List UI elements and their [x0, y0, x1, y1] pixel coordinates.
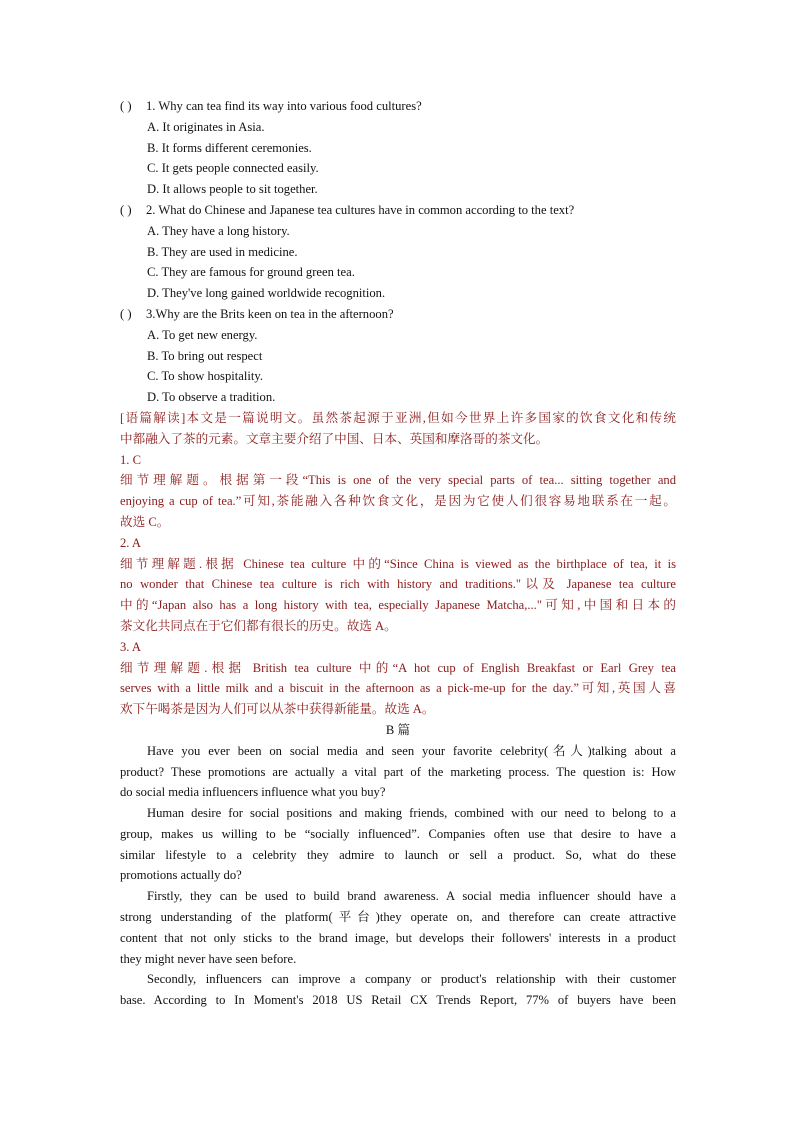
option: D. They've long gained worldwide recognition.	[147, 286, 386, 301]
explanation-line: enjoying a cup of tea.”可知,茶能融入各种饮食文化，是因为它使人们很容易地联系在一起。	[120, 494, 676, 509]
paragraph-line: group, makes us willing to be “socially influenced”. Companies often use that desire to have a	[120, 826, 676, 841]
answer-explanation-1	[120, 450, 676, 533]
explanation-line: 中的“Japan also has a long history with tea, especially Japanese Matcha,..."可知,中国和日本的	[120, 598, 676, 613]
option: A. To get new energy.	[147, 327, 258, 342]
option: B. They are used in medicine.	[147, 244, 298, 259]
answer-explanation-3	[120, 637, 676, 720]
option: B. To bring out respect	[147, 348, 263, 363]
answer-explanation-2	[120, 533, 676, 637]
question-stem: 2. What do Chinese and Japanese tea cultures have in common according to the text?	[146, 202, 575, 217]
analysis-line: 中都融入了茶的元素。文章主要介绍了中国、日本、英国和摩洛哥的茶文化。	[120, 431, 549, 446]
option: D. It allows people to sit together.	[147, 182, 318, 197]
passage-paragraph-3	[120, 886, 676, 969]
answer-blank: ( )	[120, 306, 132, 321]
option: C. It gets people connected easily.	[147, 161, 319, 176]
answer-key: 3. A	[120, 639, 141, 654]
passage-analysis	[120, 408, 676, 450]
option: C. To show hospitality.	[147, 369, 263, 384]
question-stem: 3.Why are the Brits keen on tea in the afternoon?	[146, 306, 394, 321]
option: A. They have a long history.	[147, 223, 290, 238]
option: D. To observe a tradition.	[147, 390, 276, 405]
answer-key: 1. C	[120, 452, 141, 467]
explanation-line: 细节理解题.根据 British tea culture 中的“A hot cup of English Breakfast or Earl Grey tea	[120, 660, 676, 675]
paragraph-line: promotions actually do?	[120, 868, 242, 883]
paragraph-line: product? These promotions are actually a vital part of the marketing process. The question is: How	[120, 764, 676, 779]
passage-paragraph-2	[120, 803, 676, 886]
explanation-line: 细节理解题.根据 Chinese tea culture 中的“Since China is viewed as the birthplace of tea, it is	[120, 556, 676, 571]
answer-key: 2. A	[120, 535, 141, 550]
paragraph-line: Human desire for social positions and making friends, combined with our need to belong to a	[147, 806, 676, 821]
explanation-line: no wonder that Chinese tea culture is rich with history and traditions."以及 Japanese tea culture	[120, 577, 676, 592]
explanation-line: serves with a little milk and a biscuit in the afternoon as a pick-me-up for the day.”可知,英国人喜	[120, 681, 676, 696]
question-3	[120, 304, 676, 325]
paragraph-line: they might never have seen before.	[120, 951, 297, 966]
explanation-line: 细节理解题。根据第一段“This is one of the very special parts of tea... sitting together and	[120, 473, 676, 488]
passage-paragraph-4	[120, 969, 676, 1011]
paragraph-line: strong understanding of the platform(平台)they operate on, and therefore can create attractive	[120, 910, 676, 925]
explanation-line: 茶文化共同点在于它们都有很长的历史。故选 A。	[120, 618, 397, 633]
paragraph-line: content that not only sticks to the brand image, but develops their followers' interests in a product	[120, 930, 676, 945]
paragraph-line: Have you ever been on social media and seen your favorite celebrity(名人)talking about a	[147, 743, 676, 758]
explanation-line: 欢下午喝茶是因为人们可以从茶中获得新能量。故选 A。	[120, 702, 435, 717]
question-2	[120, 200, 676, 221]
option: C. They are famous for ground green tea.	[147, 265, 355, 280]
question-stem: 1. Why can tea find its way into various food cultures?	[146, 99, 422, 113]
paragraph-line: Secondly, influencers can improve a company or product's relationship with their customer	[147, 972, 676, 987]
passage-paragraph-1	[120, 741, 676, 803]
option: A. It originates in Asia.	[147, 119, 265, 134]
answer-blank: ( )	[120, 99, 132, 113]
analysis-line: [语篇解读]本文是一篇说明文。虽然茶起源于亚洲,但如今世界上许多国家的饮食文化和传统	[120, 410, 676, 425]
paragraph-line: Firstly, they can be used to build brand awareness. A social media influencer should have a	[147, 889, 676, 904]
paragraph-line: similar lifestyle to a celebrity they admire to launch or sell a product. So, what do these	[120, 847, 676, 862]
question-1	[120, 96, 676, 117]
explanation-line: 故选 C。	[120, 514, 170, 529]
option: B. It forms different ceremonies.	[147, 140, 312, 155]
paragraph-line: do social media influencers influence what you buy?	[120, 785, 386, 800]
paragraph-line: base. According to In Moment's 2018 US Retail CX Trends Report, 77% of buyers have been	[120, 993, 676, 1008]
section-title: B 篇	[385, 722, 411, 737]
document-body	[120, 96, 676, 1011]
answer-blank: ( )	[120, 202, 132, 217]
